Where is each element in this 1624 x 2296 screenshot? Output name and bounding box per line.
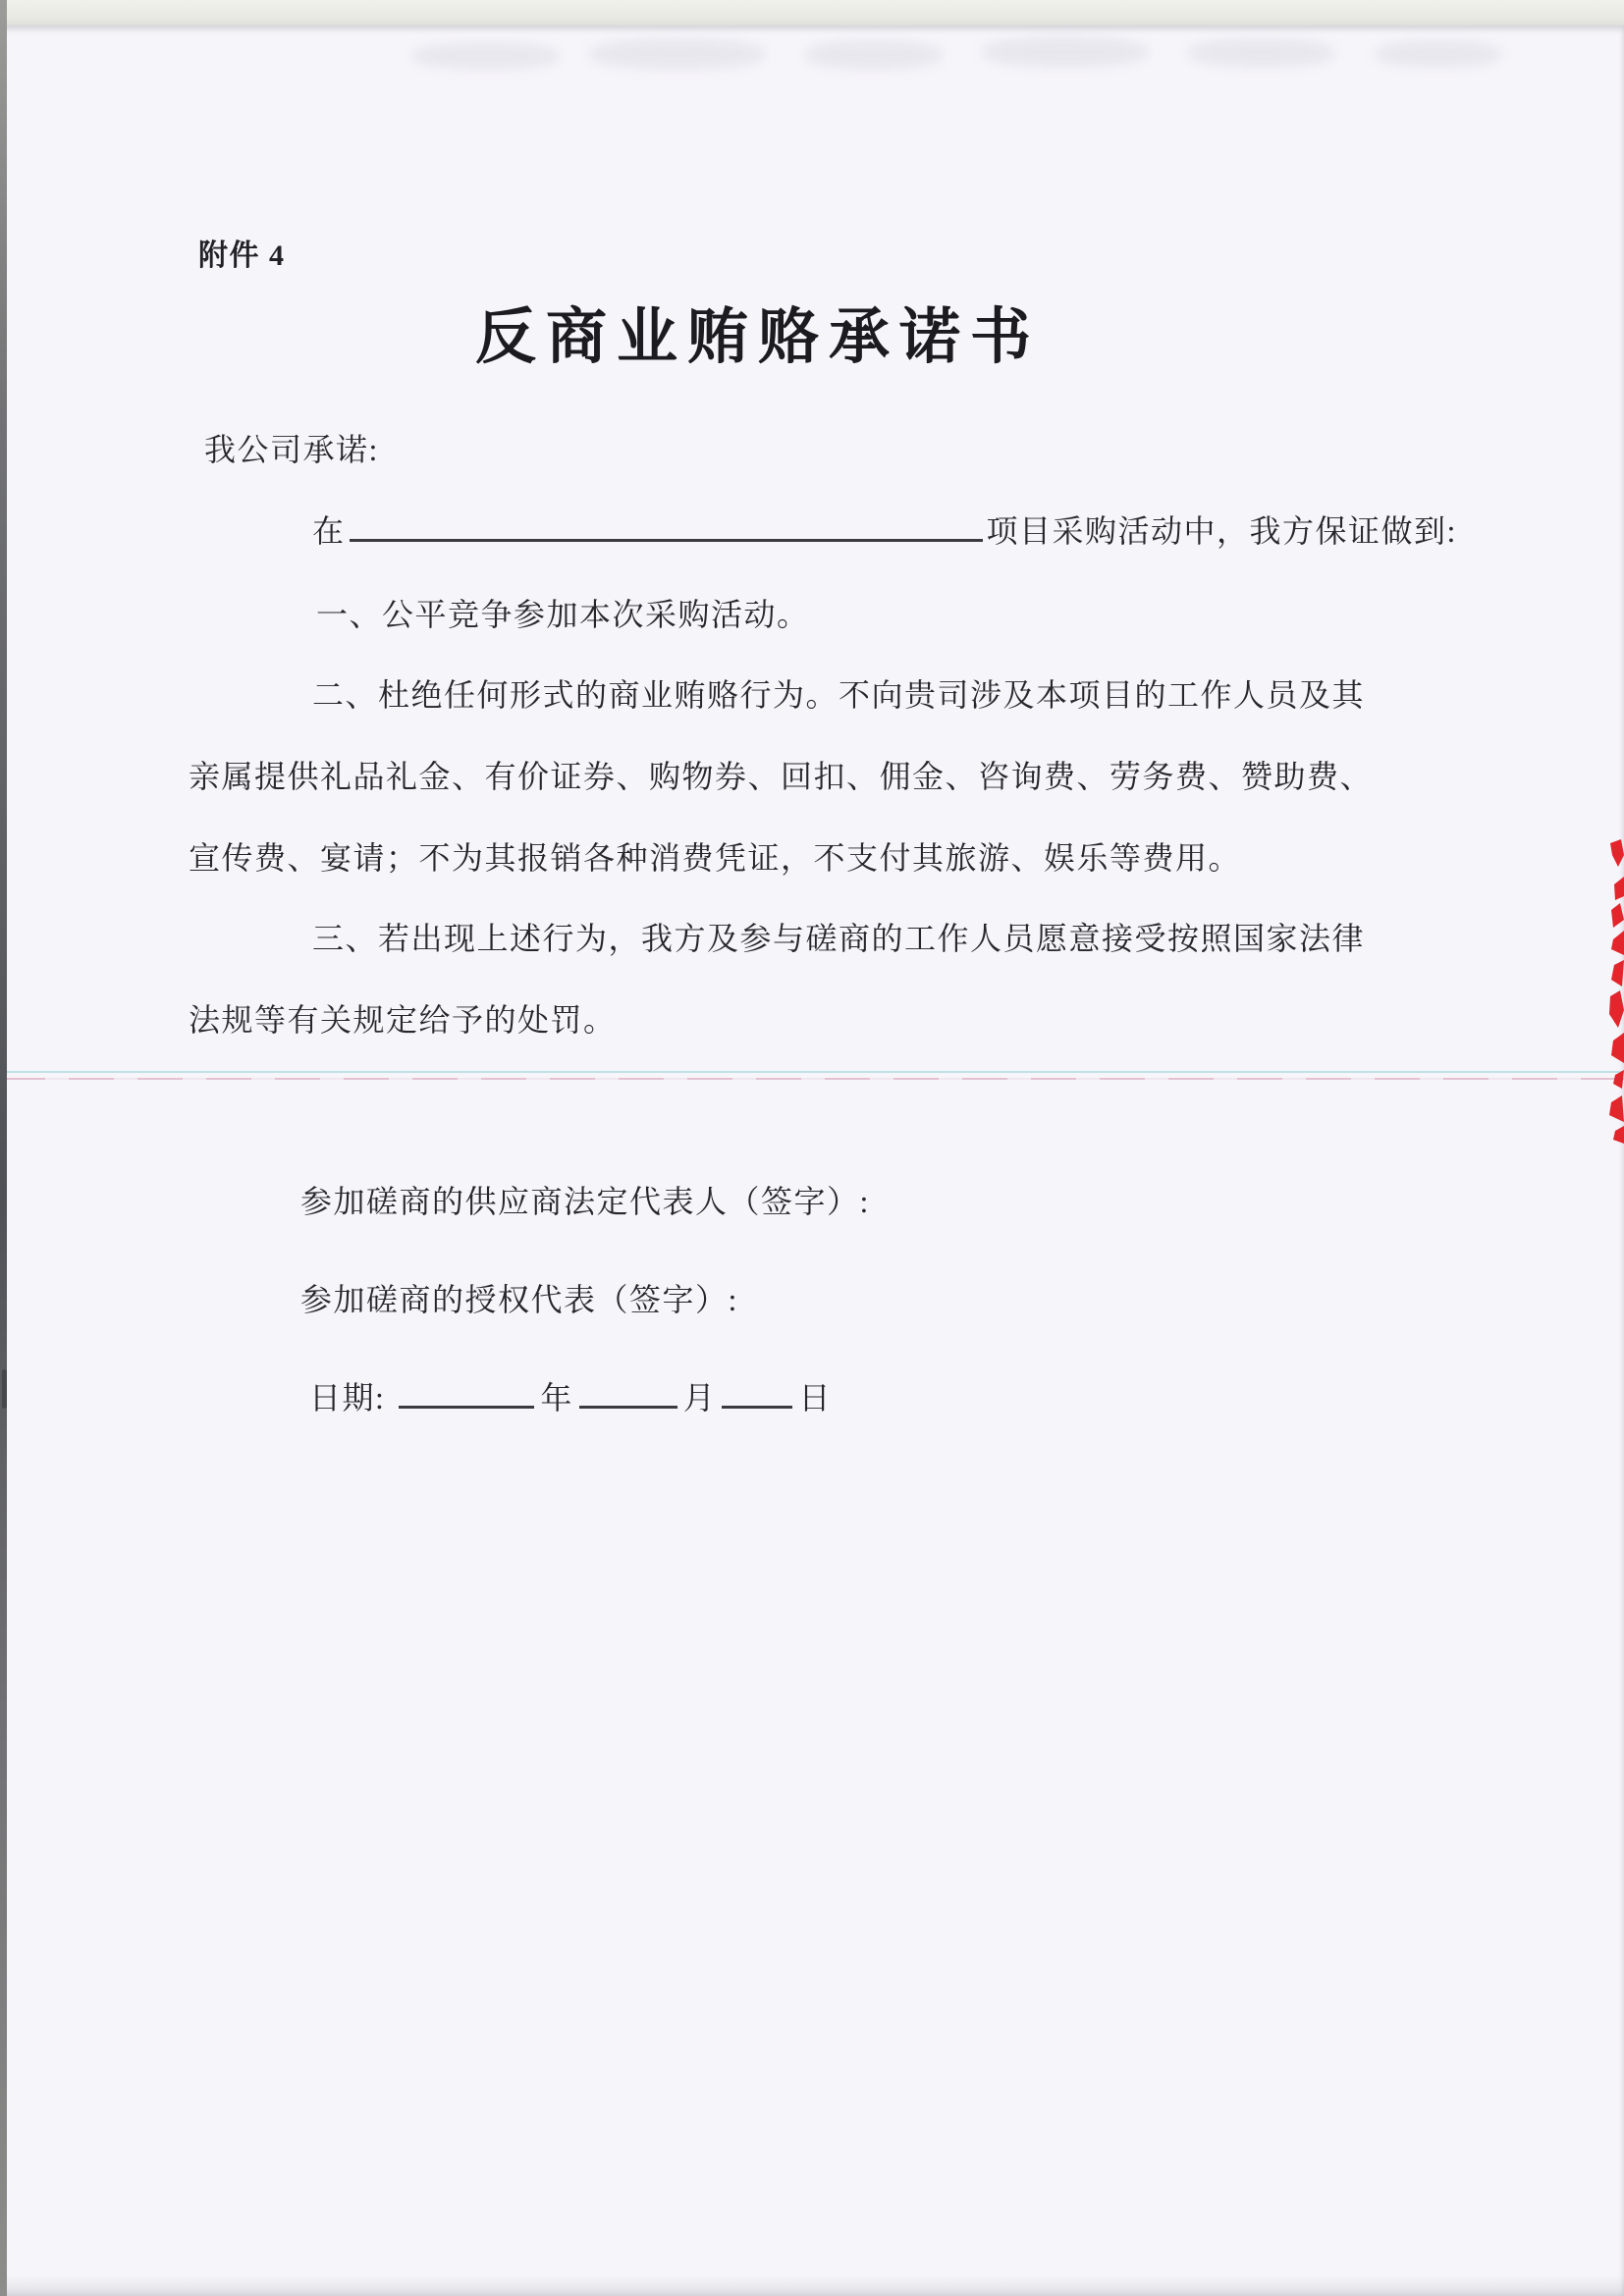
bleed-through-artifact [1375,41,1502,67]
scan-edge-left [0,0,7,2296]
signature-line-authorized-representative: 参加磋商的授权代表（签字）: [300,1282,738,1317]
date-month-blank [579,1403,677,1409]
scan-fold-line-cyan [0,1071,1624,1073]
date-day-label: 日 [798,1380,832,1415]
date-label: 日期: [309,1380,386,1415]
date-day-blank [722,1403,792,1409]
commitment-item-2-line-1: 二、杜绝任何形式的商业贿赂行为。不向贵司涉及本项目的工作人员及其 [312,677,1366,713]
commitment-item-3-line-1: 三、若出现上述行为，我方及参与磋商的工作人员愿意接受按照国家法律 [312,921,1366,956]
red-stamp-fragment [1598,839,1624,1144]
paper-page [0,26,1624,2296]
bleed-through-artifact [982,37,1149,67]
document-title: 反商业贿赂承诺书 [474,304,1042,371]
scan-fold-line-pink [0,1078,1624,1080]
commitment-item-3-line-2: 法规等有关规定给予的处罚。 [189,1002,617,1038]
bleed-through-artifact [412,43,560,69]
date-line [309,1380,832,1415]
scan-edge-bottom [0,2275,1624,2296]
scanner-background-strip [0,0,1624,26]
signature-line-legal-representative: 参加磋商的供应商法定代表人（签字）: [300,1184,870,1219]
commitment-item-1: 一、公平竞争参加本次采购活动。 [316,597,810,632]
project-blank-line [312,513,1457,549]
commitment-item-2-line-2: 亲属提供礼品礼金、有价证券、购物券、回扣、佣金、咨询费、劳务费、赞助费、 [189,759,1374,794]
date-year-blank [399,1403,534,1409]
date-month-label: 月 [682,1380,717,1415]
attachment-label: 附件 4 [198,240,286,272]
intro-line: 我公司承诺: [204,432,379,467]
project-line-suffix: 项目采购活动中，我方保证做到: [986,513,1457,549]
commitment-item-2-line-3: 宣传费、宴请；不为其报销各种消费凭证，不支付其旅游、娱乐等费用。 [189,840,1242,876]
bleed-through-artifact [589,39,766,69]
project-name-blank [350,536,983,542]
date-year-label: 年 [540,1380,573,1415]
bleed-through-artifact [805,41,943,69]
project-line-prefix: 在 [312,513,346,549]
bleed-through-artifact [1188,39,1335,67]
